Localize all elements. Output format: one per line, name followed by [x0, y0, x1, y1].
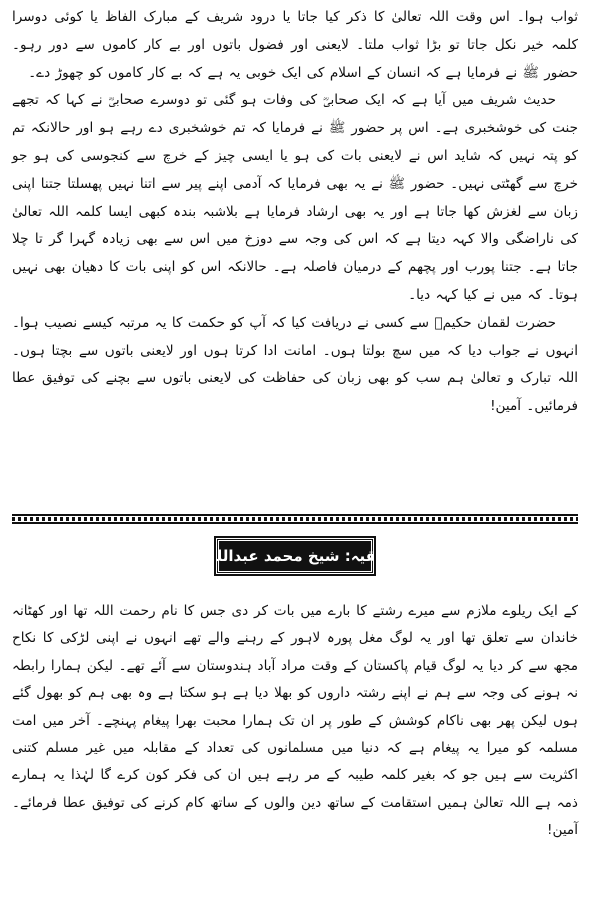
- paragraph: کے ایک ریلوے ملازم سے میرے رشتے کا بارے میں بات کر دی جس کا نام رحمت اللہ تھا اور کھٹانہ خاندان سے تعلق تھا اور یہ لوگ مغل پورہ لاہور کے رہنے والے تھے انہوں نے اپنی لڑکی کا نکاح مجھ سے کر دیا یہ لوگ قیام پاکستان کے وقت مراد آباد ہندوستان سے آئے تھے۔ لیکن ہمارا رابطہ نہ ہونے کی وجہ سے ہم نے اپنے رشتہ داروں کو بھلا دیا ہے ہو سکتا ہے وہ بھی ہم کو بھول گئے ہوں لیکن پھر بھی ناکام کوشش کے طور پر ان تک ہمارا محبت بھرا پیغام پہنچے۔ آخر میں امت مسلمہ کو میرا یہ پیغام ہے کہ دنیا میں مسلمانوں کی تعداد کے مقابلہ میں غیر مسلم کتنی اکثریت سے ہیں جو کہ بغیر کلمہ طیبہ کے مر رہے ہیں ان کی فکر کون کرے گا لہٰذا یہ ہمارے ذمہ ہے اللہ تعالیٰ ہمیں استقامت کے ساتھ دین والوں کے ساتھ کام کرنے کی توفیق عطا فرمائے۔ آمین!: [12, 603, 578, 839]
- section-divider: [12, 512, 578, 526]
- paragraph: حدیث شریف میں آیا ہے کہ ایک صحابیؓ کی وفات ہو گئی تو دوسرے صحابیؓ نے کہا کہ تجھے جنت کی خوشخبری ہے۔ اس پر حضور ﷺ نے فرمایا کہ تم خوشخبری دے رہے ہو اور حالانکہ تم کو پتہ نہیں کہ شاید اس نے لایعنی بات کی ہو یا ایسی چیز کے خرچ سے کنجوسی کی ہو جو خرچ سے گھٹتی نہیں۔ حضور ﷺ نے یہ بھی فرمایا کہ آدمی اپنے پیر سے اتنا نہیں پھسلتا جتنا اپنی زبان سے لغزش کھا جاتا ہے اور یہ بھی ارشاد فرمایا ہے بلاشبہ بندہ کبھی ایسا کلمہ اللہ تعالیٰ کی ناراضگی والا کہہ دیتا ہے کہ اس کی وجہ سے دوزخ میں اس سے بھی زیادہ گہرا گر تا چلا جاتا ہے۔ جتنا پورب اور پچھم کے درمیان فاصلہ ہے۔ حالانکہ اس کو اپنی بات کا دھیان بھی نہیں ہوتا۔ کہ میں نے کیا کہہ دیا۔: [12, 92, 579, 303]
- paragraph: ثواب ہوا۔ اس وقت اللہ تعالیٰ کا ذکر کیا جاتا یا درود شریف کے مبارک الفاظ یا کوئی دوسرا کلمہ خیر نکل جاتا تو بڑا ثواب ملتا۔ لایعنی اور فضول باتوں اور بے کار کاموں سے دور رہو۔ حضور ﷺ نے فرمایا ہے کہ انسان کے اسلام کی ایک خوبی یہ ہے کہ بے کار کاموں کو چھوڑ دے۔: [12, 9, 578, 81]
- continued-article: [12, 598, 578, 898]
- continuation-heading: [207, 538, 383, 574]
- paragraph: حضرت لقمان حکیمؒ سے کسی نے دریافت کیا کہ آپ کو حکمت کا یہ مرتبہ کیسے نصیب ہوا۔ انہوں نے جواب دیا کہ میں سچ بولتا ہوں۔ امانت ادا کرتا ہوں اور لایعنی باتوں سے بچتا ہوں۔ اللہ تبارک و تعالیٰ ہم سب کو بھی زبان کی حفاظت کی لایعنی باتوں سے بچنے کی توفیق عطا فرمائیں۔ آمین!: [12, 314, 578, 415]
- article-continuation: [12, 4, 578, 504]
- heading-title: بقیہ: شیخ محمد عبداللہ: [207, 547, 383, 565]
